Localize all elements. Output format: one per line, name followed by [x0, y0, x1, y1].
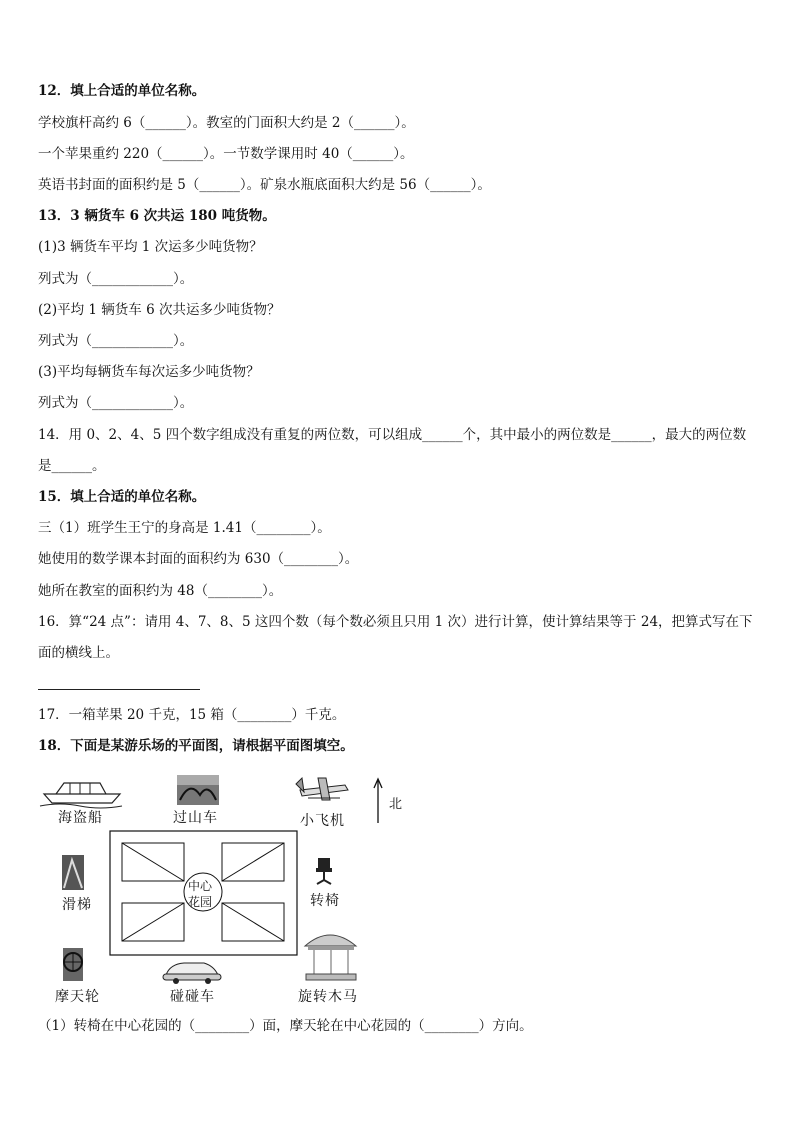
q13-ans1: 列式为（____________）。 — [38, 271, 194, 287]
north-arrow-icon — [374, 779, 382, 823]
q12-title: 12．填上合适的单位名称。 — [38, 83, 206, 99]
q16-line2: 面的横线上。 — [38, 645, 119, 661]
ferris-wheel-label: 摩天轮 — [55, 989, 100, 1005]
center-garden-label-2: 花园 — [188, 895, 213, 909]
q17-line1: 17．一箱苹果 20 千克，15 箱（________）千克。 — [38, 707, 346, 723]
q18-sub1: （1）转椅在中心花园的（________）面，摩天轮在中心花园的（________）方向。 — [38, 1018, 533, 1034]
bumper-car-icon — [163, 963, 221, 984]
pirate-ship-icon — [40, 783, 122, 808]
q13-sub3: (3)平均每辆货车每次运多少吨货物？ — [38, 364, 260, 380]
bumper-car-label: 碰碰车 — [170, 989, 215, 1005]
q12-line3: 英语书封面的面积约是 5（______）。矿泉水瓶底面积大约是 56（______）。 — [38, 177, 491, 193]
q13-title: 13．3 辆货车 6 次共运 180 吨货物。 — [38, 208, 276, 224]
small-plane-label: 小飞机 — [300, 813, 345, 829]
q14-line2: 是______。 — [38, 458, 106, 474]
q15-line3: 她所在教室的面积约为 48（________）。 — [38, 583, 283, 599]
carousel-icon — [305, 935, 356, 980]
carousel-label: 旋转木马 — [298, 989, 358, 1005]
q15-line2: 她使用的数学课本封面的面积约为 630（________）。 — [38, 551, 359, 567]
q13-ans3: 列式为（____________）。 — [38, 395, 194, 411]
q15-line1: 三（1）班学生王宁的身高是 1.41（________）。 — [38, 520, 331, 536]
small-plane-icon — [296, 778, 348, 800]
q13-sub1: (1)3 辆货车平均 1 次运多少吨货物？ — [38, 239, 263, 255]
roller-coaster-icon — [177, 775, 219, 805]
q12-line2: 一个苹果重约 220（______）。一节数学课用时 40（______）。 — [38, 146, 414, 162]
slide-icon — [62, 855, 84, 890]
q18-title: 18．下面是某游乐场的平面图，请根据平面图填空。 — [38, 738, 354, 754]
q14-line1: 14．用 0、2、4、5 四个数字组成没有重复的两位数，可以组成______个，其中最小的两位数是______，最大的两位数 — [38, 427, 747, 443]
swivel-chair-icon — [316, 858, 332, 884]
ferris-wheel-icon — [63, 948, 83, 981]
q15-title: 15．填上合适的单位名称。 — [38, 489, 206, 505]
roller-coaster-label: 过山车 — [173, 810, 218, 826]
swivel-chair-label: 转椅 — [310, 893, 340, 909]
center-garden-label-1: 中心 — [188, 879, 213, 893]
pirate-ship-label: 海盗船 — [58, 810, 103, 826]
slide-label: 滑梯 — [62, 897, 92, 913]
q12-line1: 学校旗杆高约 6（______）。教室的门面积大约是 2（______）。 — [38, 115, 415, 131]
north-label: 北 — [389, 797, 404, 812]
q13-ans2: 列式为（____________）。 — [38, 333, 194, 349]
q16-line1: 16．算“24 点”：请用 4、7、8、5 这四个数（每个数必须且只用 1 次）进行计算，使计算结果等于 24，把算式写在下 — [38, 614, 753, 630]
q13-sub2: (2)平均 1 辆货车 6 次共运多少吨货物？ — [38, 302, 281, 318]
